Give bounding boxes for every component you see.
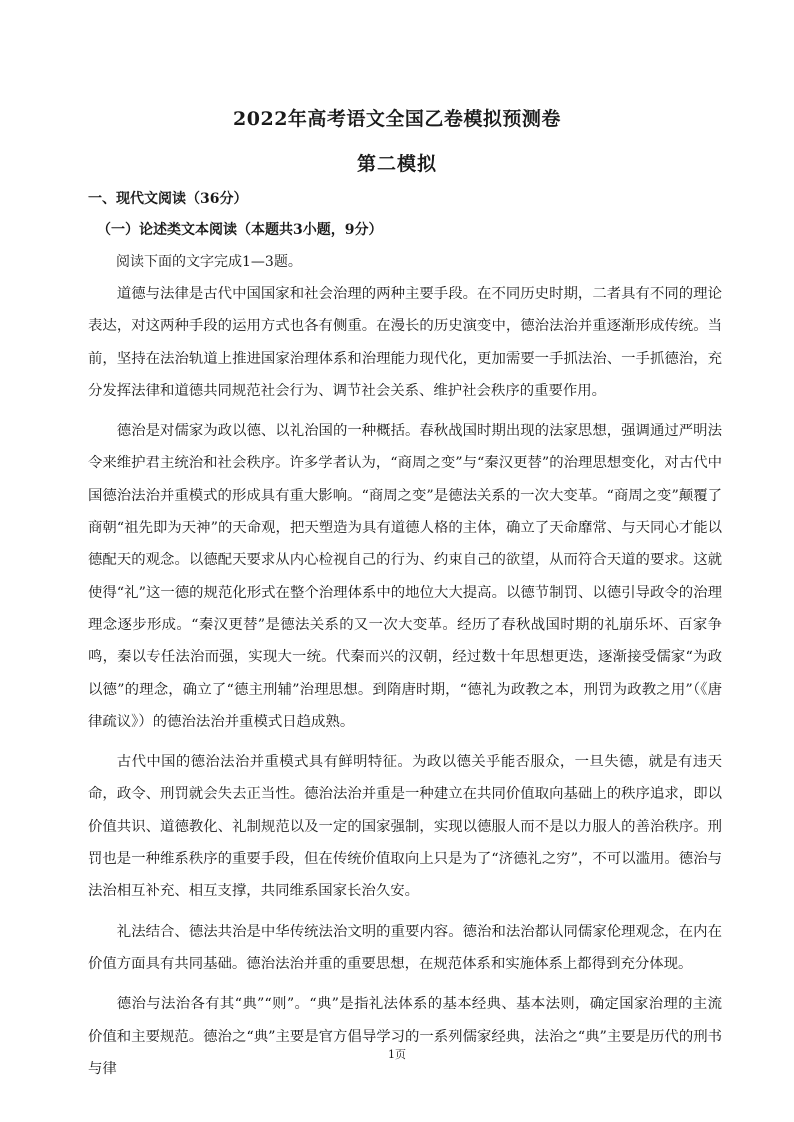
passage-body <box>88 278 722 1085</box>
paragraph-1: 道德与法律是古代中国国家和社会治理的两种主要手段。在不同历史时期，二者具有不同的理论表达，对这两种手段的运用方式也各有侧重。在漫长的历史演变中，德治法治并重逐渐形成传统。当前，坚持在法治轨道上推进国家治理体系和治理能力现代化，更加需要一手抓法治、一手抓德治，充分发挥法律和道德共同规范社会行为、调节社会关系、维护社会秩序的重要作用。 <box>88 286 722 399</box>
paragraph-4: 礼法结合、德法共治是中华传统法治文明的重要内容。德治和法治都认同儒家伦理观念，在内在价值方面具有共同基础。德治法治并重的重要思想，在规范体系和实施体系上都得到充分体现。 <box>88 923 722 972</box>
section-heading: 一、现代文阅读（36分） <box>88 191 248 207</box>
subsection-heading: （一）论述类文本阅读（本题共3小题，9分） <box>97 222 383 238</box>
document-subtitle: 第二模拟 <box>356 153 437 175</box>
paragraph-2: 德治是对儒家为政以德、以礼治国的一种概括。春秋战国时期出现的法家思想，强调通过严明法令来维护君主统治和社会秩序。许多学者认为，“商周之变”与“秦汉更替”的治理思想变化，对古代中国德治法治并重模式的形成具有重大影响。“商周之变”是德法关系的一次大变革。“商周之变”颠覆了商朝“祖先即为天神”的天命观，把天塑造为具有道德人格的主体，确立了天命靡常、与天同心才能以德配天的观念。以德配天要求从内心检视自己的行为、约束自己的欲望，从而符合天道的要求。这就使得“礼”这一德的规范化形式在整个治理体系中的地位大大提高。以德节制罚、以德引导政令的治理理念逐步形成。“秦汉更替”是德法关系的又一次大变革。经历了春秋战国时期的礼崩乐坏、百家争鸣，秦以专任法治而强，实现大一统。代秦而兴的汉朝，经过数十年思想更迭，逐渐接受儒家“为政以德”的理念，确立了“德主刑辅”治理思想。到隋唐时期，“德礼为政教之本，刑罚为政教之用”（《唐律疏议》）的德治法治并重模式日趋成熟。 <box>88 423 722 730</box>
paragraph-5: 德治与法治各有其“典”“则”。“典”是指礼法体系的基本经典、基本法则，确定国家治理的主流价值和主要规范。德治之“典”主要是官方倡导学习的一系列儒家经典，法治之“典”主要是历代的刑书与律 <box>88 996 722 1077</box>
page-number: 1页 <box>388 1048 406 1061</box>
paragraph-3: 古代中国的德治法治并重模式具有鲜明特征。为政以德关乎能否服众，一旦失德，就是有违天命，政令、刑罚就会失去正当性。德治法治并重是一种建立在共同价值取向基础上的秩序追求，即以价值共识、道德教化、礼制规范以及一定的国家强制，实现以德服人而不是以力服人的善治秩序。刑罚也是一种维系秩序的重要手段，但在传统价值取向上只是为了“济德礼之穷”，不可以滥用。德治与法治相互补充、相互支撑，共同维系国家长治久安。 <box>88 754 722 900</box>
document-title: 2022年高考语文全国乙卷模拟预测卷 <box>233 108 561 130</box>
reading-instruction: 阅读下面的文字完成1—3题。 <box>116 254 302 270</box>
